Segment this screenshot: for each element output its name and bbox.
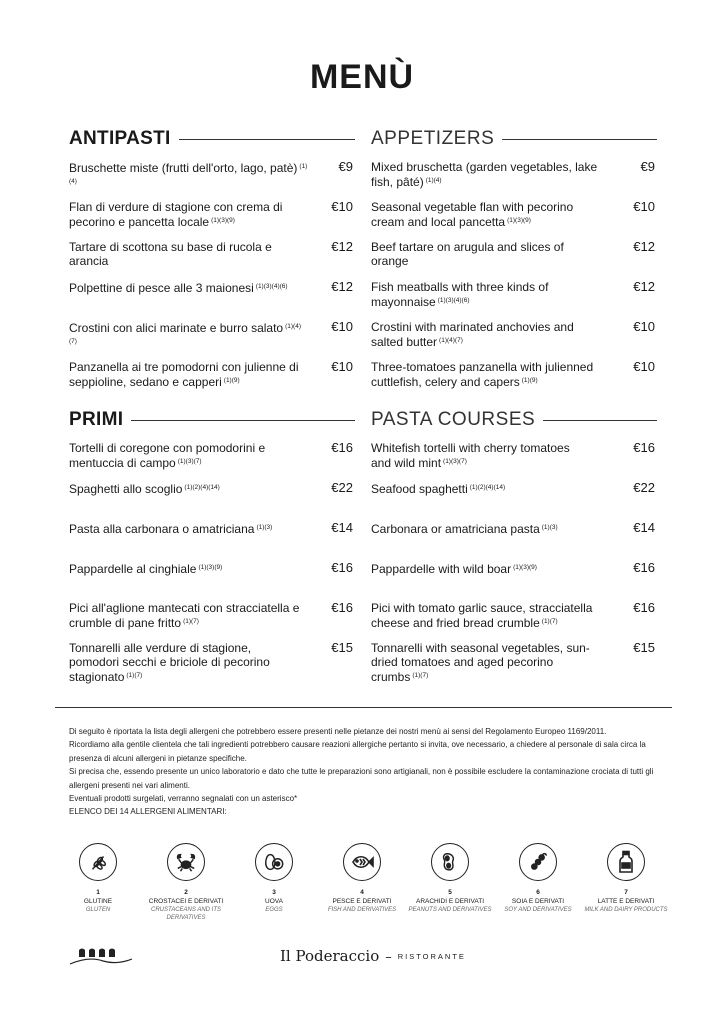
allergen-name-it: LATTE E DERIVATI — [597, 898, 655, 905]
menu-item — [371, 360, 657, 389]
item-name: Seafood spaghetti — [371, 482, 468, 496]
section-header — [69, 128, 355, 150]
section-rule — [543, 420, 657, 421]
section-title: ANTIPASTI — [69, 128, 171, 149]
item-name: Flan di verdure di stagione con crema di pecorino e pancetta locale — [69, 200, 283, 229]
allergen-soy — [493, 843, 583, 914]
item-allergens: (1)(9) — [521, 377, 538, 384]
item-name: Pappardelle al cinghiale — [69, 562, 197, 576]
item-name: Tortelli di coregone con pomodorini e mentuccia di campo — [69, 441, 266, 470]
item-price: €10 — [331, 199, 353, 214]
allergen-number: 1 — [96, 889, 100, 896]
menu-item — [69, 521, 355, 536]
allergen-number: 3 — [272, 889, 276, 896]
item-price: €16 — [633, 440, 655, 455]
section-appetizers — [371, 128, 657, 150]
soy-icon — [527, 850, 549, 874]
item-price: €16 — [331, 600, 353, 615]
item-name: Crostini con alici marinate e burro salato — [69, 321, 284, 335]
allergen-number: 4 — [360, 889, 364, 896]
menu-item — [371, 561, 657, 576]
section-header — [69, 409, 355, 431]
item-name: Three-tomatoes panzanella with julienned cuttlefish, celery and capers — [371, 360, 594, 389]
section-primi — [69, 409, 355, 431]
item-allergens: (1)(4)(7) — [69, 323, 301, 345]
section-title: APPETIZERS — [371, 128, 495, 149]
item-price: €16 — [633, 560, 655, 575]
notes-divider — [55, 707, 672, 708]
allergen-name-it: GLUTINE — [83, 898, 113, 905]
menu-item — [69, 441, 355, 470]
menu-item — [69, 240, 355, 268]
item-price: €12 — [633, 279, 655, 294]
section-antipasti — [69, 128, 355, 150]
item-name: Beef tartare on arugula and slices of orange — [371, 240, 564, 268]
item-allergens: (1)(4) — [425, 177, 442, 184]
allergen-name-en: FISH AND DERIVATIVES — [327, 907, 397, 913]
menu-item — [69, 200, 355, 229]
allergen-milk — [581, 843, 671, 914]
section-pasta-courses — [371, 409, 657, 431]
item-name: Panzanella ai tre pomodorni con julienne di seppioline, sedano e capperi — [69, 360, 299, 389]
item-allergens: (1)(3)(9) — [198, 564, 223, 571]
allergen-name-it: UOVA — [265, 898, 283, 905]
brand-subtitle: RISTORANTE — [397, 952, 466, 961]
note-line: Eventuali prodotti surgelati, verranno segnalati con un asterisco* — [69, 794, 298, 804]
section-title: PASTA COURSES — [371, 409, 536, 430]
item-name: Bruschette miste (frutti dell'orto, lago, patè) — [69, 161, 298, 175]
allergen-number: 7 — [624, 889, 628, 896]
allergen-fish — [317, 843, 407, 914]
restaurant-logo-icon — [69, 944, 133, 966]
allergen-name-it: CROSTACEI E DERIVATI — [148, 898, 224, 905]
section-title: PRIMI — [69, 409, 124, 430]
milk-icon — [618, 850, 634, 874]
item-name: Pici with tomato garlic sauce, stracciatella cheese and fried bread crumble — [371, 601, 593, 630]
item-name: Pasta alla carbonara o amatriciana — [69, 522, 255, 536]
item-name: Carbonara or amatriciana pasta — [371, 522, 540, 536]
allergen-eggs — [229, 843, 319, 914]
note-line: ELENCO DEI 14 ALLERGENI ALIMENTARI: — [69, 807, 227, 817]
allergen-crustaceans — [141, 843, 231, 922]
menu-item — [371, 160, 657, 189]
item-price: €9 — [640, 159, 655, 174]
menu-item — [371, 641, 657, 684]
item-allergens: (1)(7) — [541, 618, 558, 625]
item-allergens: (1)(4) — [69, 163, 308, 185]
item-allergens: (1)(7) — [183, 618, 199, 625]
menu-item — [69, 160, 355, 190]
allergen-gluten — [53, 843, 143, 914]
wheat-icon — [87, 851, 109, 873]
item-price: €15 — [331, 640, 353, 655]
menu-item — [69, 641, 355, 684]
item-price: €15 — [633, 640, 655, 655]
item-allergens: (1)(3)(9) — [507, 217, 531, 224]
note-line: Di seguito è riportata la lista degli allergeni che potrebbero essere presenti nelle pietanze dei nostri menù ai sensi del Regolamento Europeo 1169/2011. — [69, 727, 607, 736]
item-name: Tonnarelli with seasonal vegetables, sun-dried tomatoes and aged pecorino crumbs — [371, 641, 590, 684]
allergen-name-it: ARACHIDI E DERIVATI — [415, 898, 485, 905]
menu-item — [69, 481, 355, 496]
page-title: MENÙ — [309, 58, 415, 96]
menu-item — [371, 240, 657, 268]
menu-item — [69, 280, 355, 295]
allergen-notes — [69, 725, 669, 819]
peanut-icon — [439, 850, 461, 874]
brand-name: Il Poderaccio — [280, 947, 380, 965]
item-allergens: (1)(2)(4)(14) — [469, 484, 506, 491]
allergen-number: 2 — [184, 889, 188, 896]
section-rule — [131, 420, 355, 421]
allergen-name-en: MILK AND DAIRY PRODUCTS — [584, 907, 668, 913]
section-rule — [179, 139, 355, 140]
item-price: €10 — [633, 359, 655, 374]
item-allergens: (1)(3) — [541, 524, 558, 531]
item-price: €10 — [633, 199, 655, 214]
item-price: €16 — [331, 440, 353, 455]
item-allergens: (1)(3)(9) — [211, 217, 235, 224]
section-header — [371, 409, 657, 431]
item-price: €22 — [633, 480, 655, 495]
note-line: Si precisa che, essendo presente un unico laboratorio e dato che tutte le preparazioni sono artigianali, non è possibile escludere la contaminazione crociata di tutti gli allergeni presenti nei vari alimenti. — [69, 767, 654, 790]
restaurant-brand — [280, 947, 466, 965]
item-allergens: (1)(7) — [126, 672, 143, 679]
menu-item — [69, 320, 355, 350]
item-price: €10 — [633, 319, 655, 334]
item-allergens: (1)(3)(4)(6) — [437, 297, 470, 304]
item-price: €16 — [331, 560, 353, 575]
section-header — [371, 128, 657, 150]
item-name: Tonnarelli alle verdure di stagione, pomodori secchi e briciole di pecorino stagionato — [69, 641, 270, 684]
crab-icon — [174, 851, 198, 873]
item-price: €14 — [331, 520, 353, 535]
item-price: €12 — [331, 239, 353, 254]
allergen-name-it: PESCE E DERIVATI — [332, 898, 392, 905]
allergen-number: 5 — [448, 889, 452, 896]
item-allergens: (1)(4)(7) — [439, 337, 463, 344]
item-price: €14 — [633, 520, 655, 535]
menu-item — [69, 561, 355, 576]
allergen-name-en: EGGS — [265, 907, 283, 913]
item-allergens: (1)(3)(7) — [443, 458, 467, 465]
menu-item — [371, 280, 657, 309]
item-name: Spaghetti allo scoglio — [69, 482, 183, 496]
allergen-number: 6 — [536, 889, 540, 896]
menu-item — [371, 521, 657, 536]
item-allergens: (1)(9) — [223, 377, 240, 384]
item-price: €22 — [331, 480, 353, 495]
item-name: Tartare di scottona su base di rucola e arancia — [69, 240, 272, 268]
item-name: Whitefish tortelli with cherry tomatoes and wild mint — [371, 441, 570, 470]
item-name: Fish meatballs with three kinds of mayonnaise — [371, 280, 549, 309]
menu-item — [371, 200, 657, 229]
item-price: €12 — [633, 239, 655, 254]
fish-icon — [350, 852, 374, 872]
item-price: €9 — [338, 159, 353, 174]
menu-item — [69, 360, 355, 389]
item-allergens: (1)(7) — [412, 672, 429, 679]
item-name: Pappardelle with wild boar — [371, 562, 512, 576]
item-name: Pici all'aglione mantecati con stracciatella e crumble di pane fritto — [69, 601, 300, 630]
item-price: €10 — [331, 319, 353, 334]
section-rule — [502, 139, 657, 140]
menu-item — [371, 481, 657, 496]
item-name: Crostini with marinated anchovies and salted butter — [371, 320, 574, 349]
item-allergens: (1)(2)(4)(14) — [184, 484, 220, 491]
item-price: €16 — [633, 600, 655, 615]
allergen-peanuts — [405, 843, 495, 914]
allergen-name-en: GLUTEN — [85, 907, 111, 913]
menu-item — [371, 320, 657, 349]
item-name: Mixed bruschetta (garden vegetables, lake fish, pâté) — [371, 160, 598, 189]
egg-icon — [263, 851, 285, 873]
item-price: €12 — [331, 279, 353, 294]
item-allergens: (1)(3) — [256, 524, 273, 531]
item-name: Seasonal vegetable flan with pecorino cream and local pancetta — [371, 200, 574, 229]
item-name: Polpettine di pesce alle 3 maionesi — [69, 281, 254, 295]
allergen-name-it: SOIA E DERIVATI — [511, 898, 565, 905]
brand-separator: – — [385, 950, 392, 965]
menu-item — [69, 601, 355, 630]
note-line: Ricordiamo alla gentile clientela che tali ingredienti potrebbero causare reazioni allergiche pertanto si invita, ove necessario, a chiedere al personale di sala circa la presenza di alcuni allergeni in pietanze specifiche. — [69, 740, 646, 763]
menu-item — [371, 601, 657, 630]
menu-item — [371, 441, 657, 470]
allergen-name-en: SOY AND DERIVATIVES — [504, 907, 572, 913]
item-allergens: (1)(3)(7) — [177, 458, 202, 465]
allergen-name-en: PEANUTS AND DERIVATIVES — [408, 907, 492, 913]
item-price: €10 — [331, 359, 353, 374]
allergen-name-en: CRUSTACEANS AND ITS DERIVATIVES — [150, 907, 221, 921]
item-allergens: (1)(3)(9) — [513, 564, 537, 571]
item-allergens: (1)(3)(4)(6) — [255, 283, 288, 290]
